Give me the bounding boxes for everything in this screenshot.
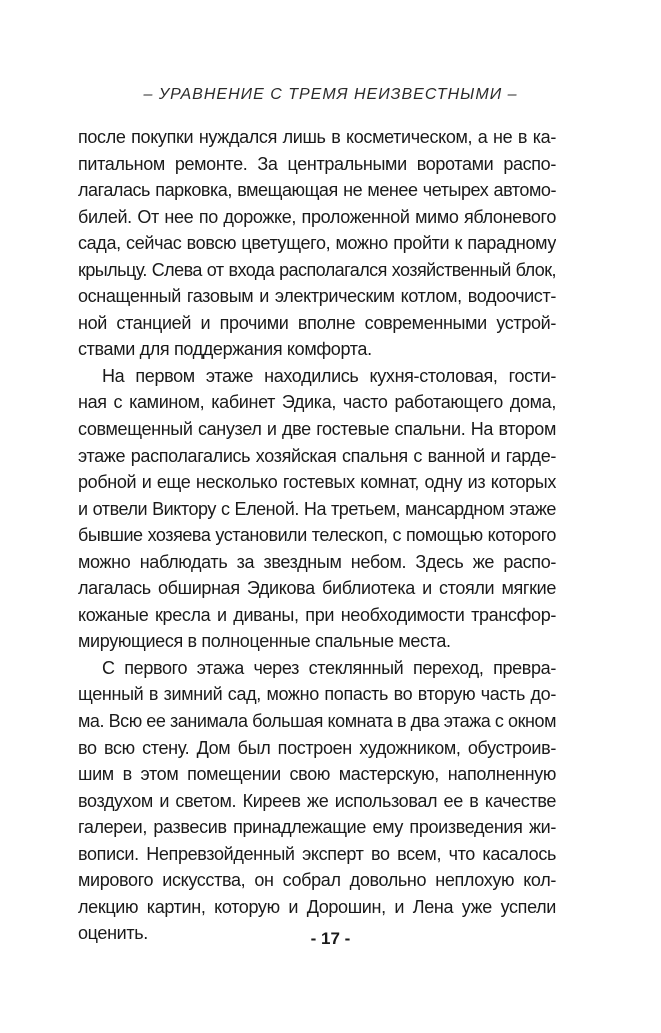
text-line: можно наблюдать за звездным небом. Здесь же распо- (78, 551, 556, 572)
text-line: совмещенный санузел и две гостевые спальни. На втором (78, 419, 556, 440)
text-line: оснащенный газовым и электрическим котлом, водоочист- (78, 286, 556, 307)
text-line: воздухом и светом. Киреев же использовал ее в качестве (78, 790, 556, 811)
text-line: оценить. (78, 923, 148, 944)
text-line: кожаные кресла и диваны, при необходимости трансфор- (78, 604, 556, 625)
text-line: ной станцией и прочими вполне современными устрой- (78, 312, 556, 333)
text-line: билей. От нее по дорожке, проложенной мимо яблоневого (78, 206, 556, 227)
text-line: лекцию картин, которую и Дорошин, и Лена уже успели (78, 896, 556, 917)
text-line: этаже располагались хозяйская спальня с ванной и гарде- (78, 445, 556, 466)
text-line: вописи. Непревзойденный эксперт во всем, что касалось (78, 843, 556, 864)
text-line: ма. Всю ее занимала большая комната в два этажа с окном (78, 711, 556, 732)
text-line: мирового искусства, он собрал довольно неплохую кол- (78, 870, 556, 891)
text-line: робной и еще несколько гостевых комнат, одну из которых (78, 472, 556, 493)
text-line: мирующиеся в полноценные спальные места. (78, 631, 451, 652)
text-line: после покупки нуждался лишь в косметическом, а не в ка- (78, 127, 556, 147)
text-line: лагалась парковка, вмещающая не менее четырех автомо- (78, 180, 556, 201)
text-line: щенный в зимний сад, можно попасть во вторую часть до- (78, 684, 556, 705)
body-text (78, 124, 556, 947)
text-line: питальном ремонте. За центральными воротами распо- (78, 153, 556, 174)
text-line: лагалась обширная Эдикова библиотека и стояли мягкие (78, 578, 556, 599)
text-line: ствами для поддержания комфорта. (78, 339, 372, 360)
paragraph-first-line: С первого этажа через стеклянный переход, превра- (102, 657, 556, 678)
text-line: галереи, развесив принадлежащие ему произведения жи- (78, 817, 556, 838)
page-number: - 17 - (310, 929, 351, 948)
running-head: – УРАВНЕНИЕ С ТРЕМЯ НЕИЗВЕСТНЫМИ – (143, 86, 518, 103)
text-line: сада, сейчас вовсю цветущего, можно пройти к парадному (78, 233, 556, 254)
text-line: ная с камином, кабинет Эдика, часто работающего дома, (78, 392, 556, 413)
paragraph-first-line: На первом этаже находились кухня-столовая, гости- (102, 365, 556, 386)
text-line: шим в этом помещении свою мастерскую, наполненную (78, 764, 556, 785)
text-line: бывшие хозяева установили телескоп, с помощью которого (78, 525, 556, 546)
text-line: крыльцу. Слева от входа располагался хозяйственный блок, (78, 259, 556, 280)
text-line: во всю стену. Дом был построен художником, обустроив- (78, 737, 556, 758)
text-line: и отвели Виктору с Еленой. На третьем, мансардном этаже (78, 498, 556, 519)
